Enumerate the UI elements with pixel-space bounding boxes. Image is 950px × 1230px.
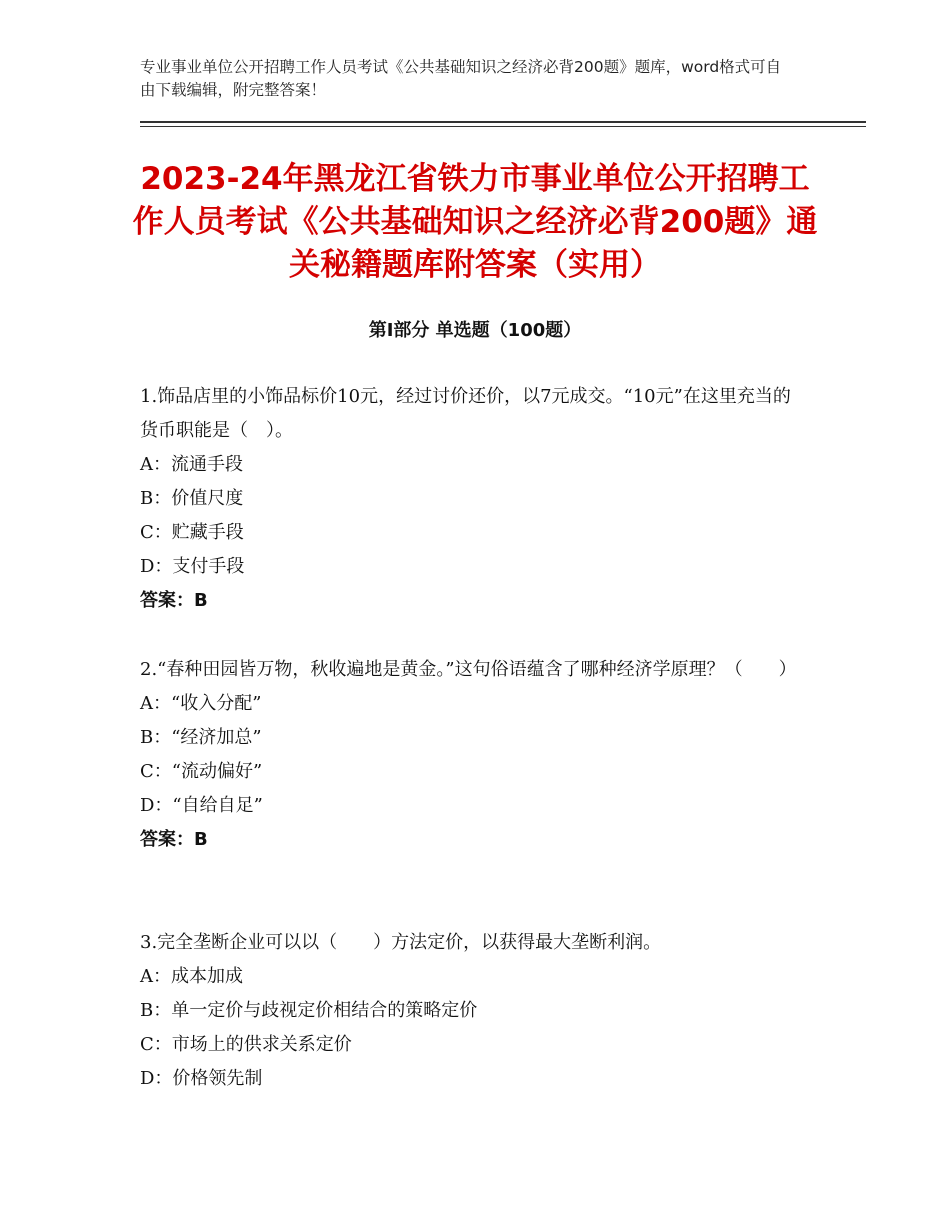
option-a: A：“收入分配” xyxy=(140,693,262,714)
option-a: A：流通手段 xyxy=(140,454,243,475)
option-d: D：支付手段 xyxy=(140,556,245,577)
section-title: 第Ⅰ部分 单选题（100题） xyxy=(368,320,582,341)
answer: 答案：B xyxy=(140,590,208,611)
question-stem: 1.饰品店里的小饰品标价10元，经过讨价还价，以7元成交。“10元”在这里充当的货币职能是（ ）。 xyxy=(140,386,791,441)
option-a: A：成本加成 xyxy=(140,966,243,987)
header-divider-thin xyxy=(140,126,866,127)
option-b: B：价值尺度 xyxy=(140,488,244,509)
option-c: C：市场上的供求关系定价 xyxy=(140,1034,352,1055)
question-stem: 3.完全垄断企业可以以（ ）方法定价，以获得最大垄断利润。 xyxy=(140,932,662,953)
answer: 答案：B xyxy=(140,829,208,850)
document-title: 2023-24年黑龙江省铁力市事业单位公开招聘工作人员考试《公共基础知识之经济必背200题》通关秘籍题库附答案（实用） xyxy=(132,161,818,283)
option-c: C：“流动偏好” xyxy=(140,761,263,782)
header-divider-thick xyxy=(140,121,866,123)
header-note: 专业事业单位公开招聘工作人员考试《公共基础知识之经济必背200题》题库，word格式可自由下载编辑，附完整答案！ xyxy=(140,58,782,99)
option-b: B：“经济加总” xyxy=(140,727,262,748)
question-1 xyxy=(140,380,800,618)
question-stem: 2.“春种田园皆万物，秋收遍地是黄金。”这句俗语蕴含了哪种经济学原理？（ ） xyxy=(140,659,797,680)
question-3 xyxy=(140,926,800,1096)
option-d: D：价格领先制 xyxy=(140,1068,263,1089)
option-d: D：“自给自足” xyxy=(140,795,263,816)
option-b: B：单一定价与歧视定价相结合的策略定价 xyxy=(140,1000,478,1021)
option-c: C：贮藏手段 xyxy=(140,522,244,543)
question-2 xyxy=(140,653,800,857)
